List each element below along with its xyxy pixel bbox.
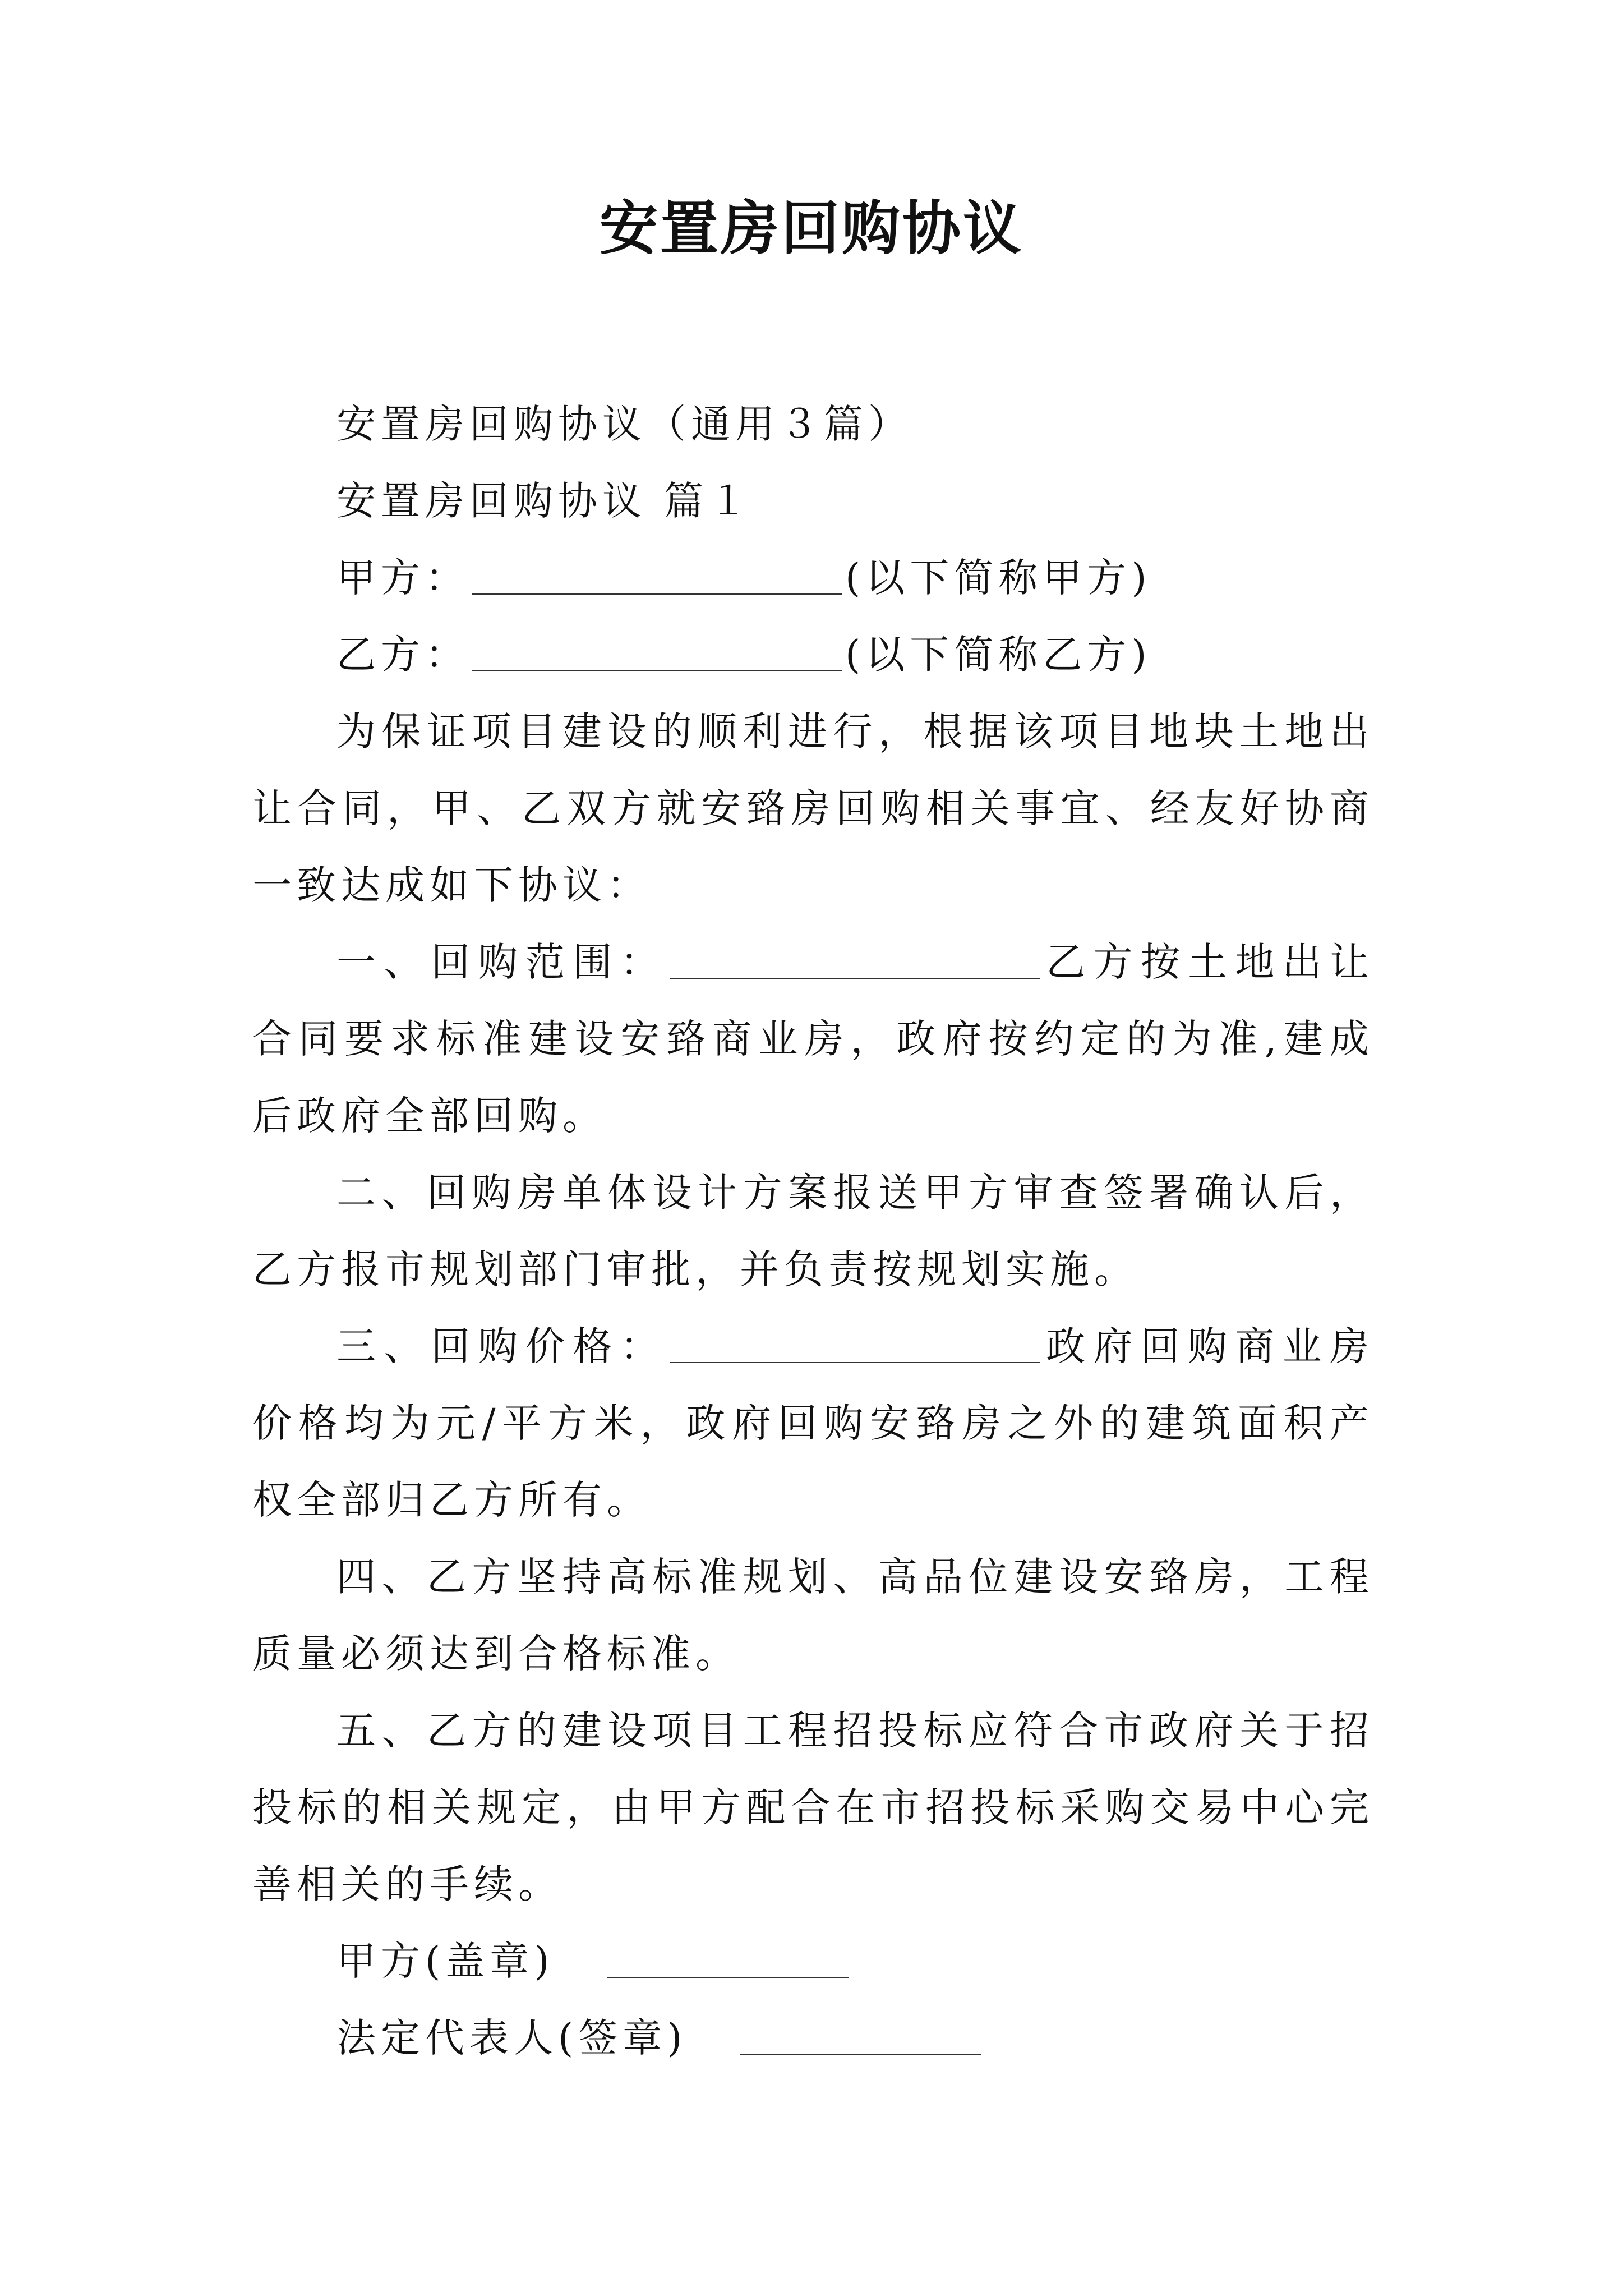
party-b-blank <box>472 638 842 671</box>
party-b-line <box>252 616 1374 693</box>
sign-representative <box>252 2000 1374 2077</box>
clause-3-blank <box>670 1329 1040 1363</box>
party-b-label: 乙方： <box>336 632 469 678</box>
sign-representative-blank <box>740 2021 981 2055</box>
party-a-suffix: (以下简称甲方) <box>845 555 1152 601</box>
sign-representative-label: 法定代表人(签章) <box>336 2015 688 2061</box>
document-title: 安置房回购协议 <box>599 194 1023 263</box>
document-subtitle: 安置房回购协议（通用３篇） <box>336 401 912 447</box>
clause-4: 四、乙方坚持高标准规划、高品位建设安臵房，工程质量必须达到合格标准。 <box>252 1554 1374 1677</box>
clause-1-label: 一、回购范围： <box>336 939 667 985</box>
clause-1-text: 乙方按土地出让合同要求标准建设安臵商业房，政府按约定的为准,建成后政府全部回购。 <box>252 939 1374 1139</box>
clause-2: 二、回购房单体设计方案报送甲方审查签署确认后，乙方报市规划部门审批，并负责按规划实施。 <box>252 1170 1374 1292</box>
clause-1 <box>252 924 1374 1154</box>
clause-5: 五、乙方的建设项目工程招投标应符合市政府关于招投标的相关规定，由甲方配合在市招投标采购交易中心完善相关的手续。 <box>252 1708 1374 1907</box>
intro-paragraph: 为保证项目建设的顺利进行，根据该项目地块土地出让合同，甲、乙双方就安臵房回购相关事宜、经友好协商一致达成如下协议： <box>252 708 1374 908</box>
clause-3-label: 三、回购价格： <box>336 1323 667 1369</box>
party-a-label: 甲方： <box>336 555 469 601</box>
party-a-blank <box>472 561 842 595</box>
sign-party-a-blank <box>607 1944 849 1978</box>
part-heading: 安置房回购协议 篇１ <box>336 478 753 524</box>
document-body <box>252 386 1374 2077</box>
sign-party-a <box>252 1923 1374 2000</box>
party-b-suffix: (以下简称乙方) <box>845 632 1152 678</box>
party-a-line <box>252 540 1374 616</box>
sign-party-a-label: 甲方(盖章) <box>336 1938 555 1984</box>
clause-3 <box>252 1308 1374 1539</box>
clause-3-text: 政府回购商业房价格均为元/平方米，政府回购安臵房之外的建筑面积产权全部归乙方所有。 <box>252 1323 1374 1523</box>
clause-1-blank <box>670 945 1040 979</box>
